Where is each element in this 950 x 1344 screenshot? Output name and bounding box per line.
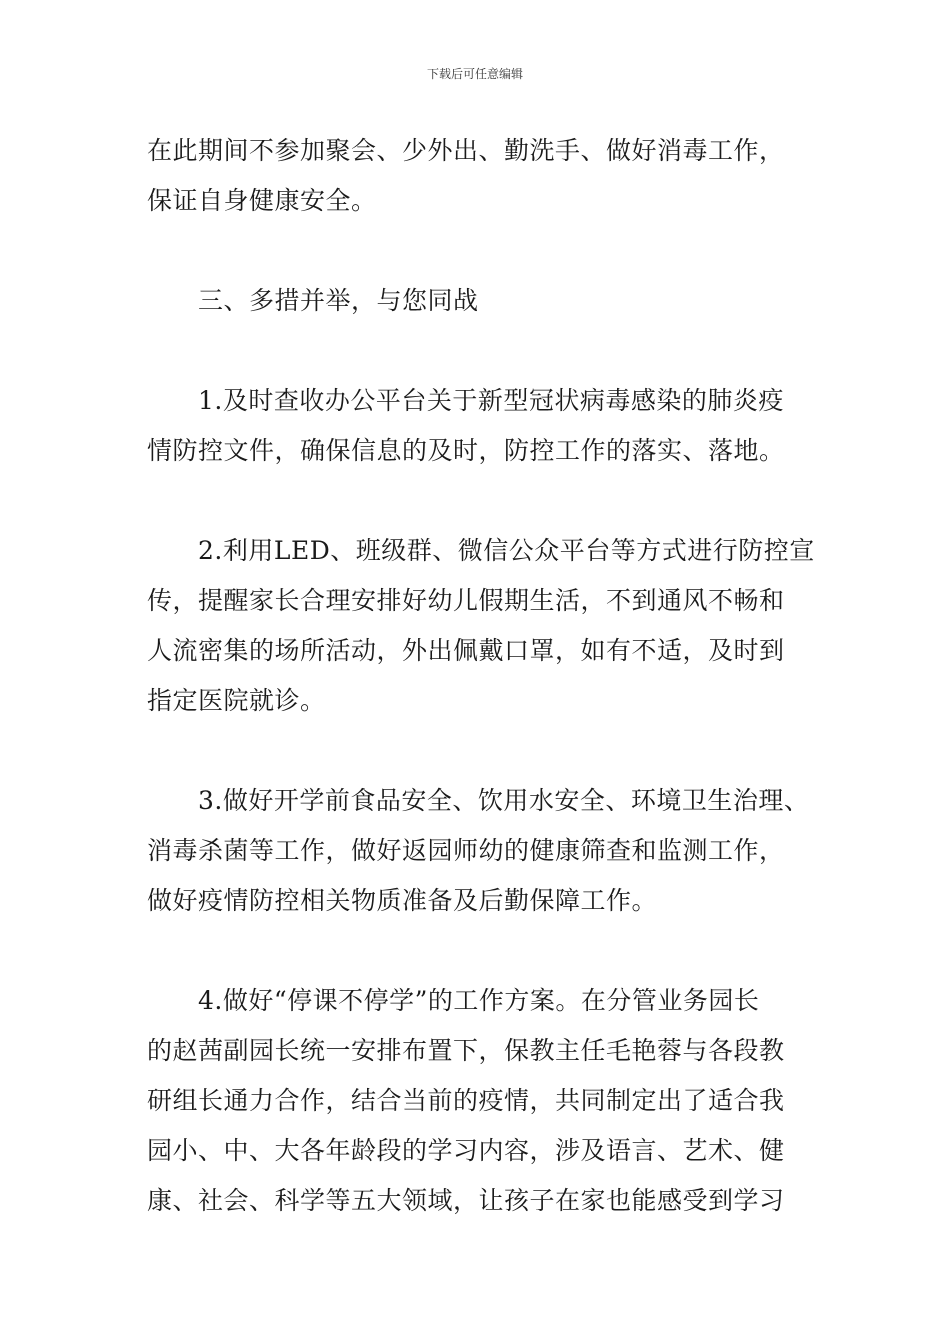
text-line: 园小、中、大各年龄段的学习内容，涉及语言、艺术、健 [147, 1136, 785, 1165]
paragraph-item-3 [147, 776, 837, 926]
text-line: 保证自身健康安全。 [147, 186, 377, 215]
text-line: 的赵茜副园长统一安排布置下，保教主任毛艳蓉与各段教 [147, 1036, 785, 1065]
paragraph-item-4 [147, 976, 837, 1226]
text-line: 在此期间不参加聚会、少外出、勤洗手、做好消毒工作， [147, 136, 785, 165]
text-line: 做好疫情防控相关物质准备及后勤保障工作。 [147, 886, 658, 915]
text-line: 2.利用LED、班级群、微信公众平台等方式进行防控宣 [147, 536, 815, 565]
text-line: 研组长通力合作，结合当前的疫情，共同制定出了适合我 [147, 1086, 785, 1115]
page-header: 下载后可任意编辑 [426, 67, 523, 81]
text-line: 传，提醒家长合理安排好幼儿假期生活，不到通风不畅和 [147, 586, 785, 615]
paragraph-1 [147, 126, 837, 226]
text-line: 1.及时查收办公平台关于新型冠状病毒感染的肺炎疫 [147, 386, 784, 415]
text-line: 4.做好“停课不停学”的工作方案。在分管业务园长 [147, 986, 760, 1015]
text-line: 消毒杀菌等工作，做好返园师幼的健康筛查和监测工作， [147, 836, 785, 865]
text-line: 情防控文件，确保信息的及时，防控工作的落实、落地。 [147, 436, 785, 465]
paragraph-item-1 [147, 376, 837, 476]
text-line: 康、社会、科学等五大领域，让孩子在家也能感受到学习 [147, 1186, 785, 1215]
text-line: 人流密集的场所活动，外出佩戴口罩，如有不适，及时到 [147, 636, 785, 665]
document-body [147, 126, 837, 1226]
text-line: 指定医院就诊。 [147, 686, 326, 715]
section-heading [147, 276, 837, 326]
text-line: 三、多措并举，与您同战 [147, 286, 479, 315]
paragraph-item-2 [147, 526, 837, 726]
text-line: 3.做好开学前食品安全、饮用水安全、环境卫生治理、 [147, 786, 810, 815]
